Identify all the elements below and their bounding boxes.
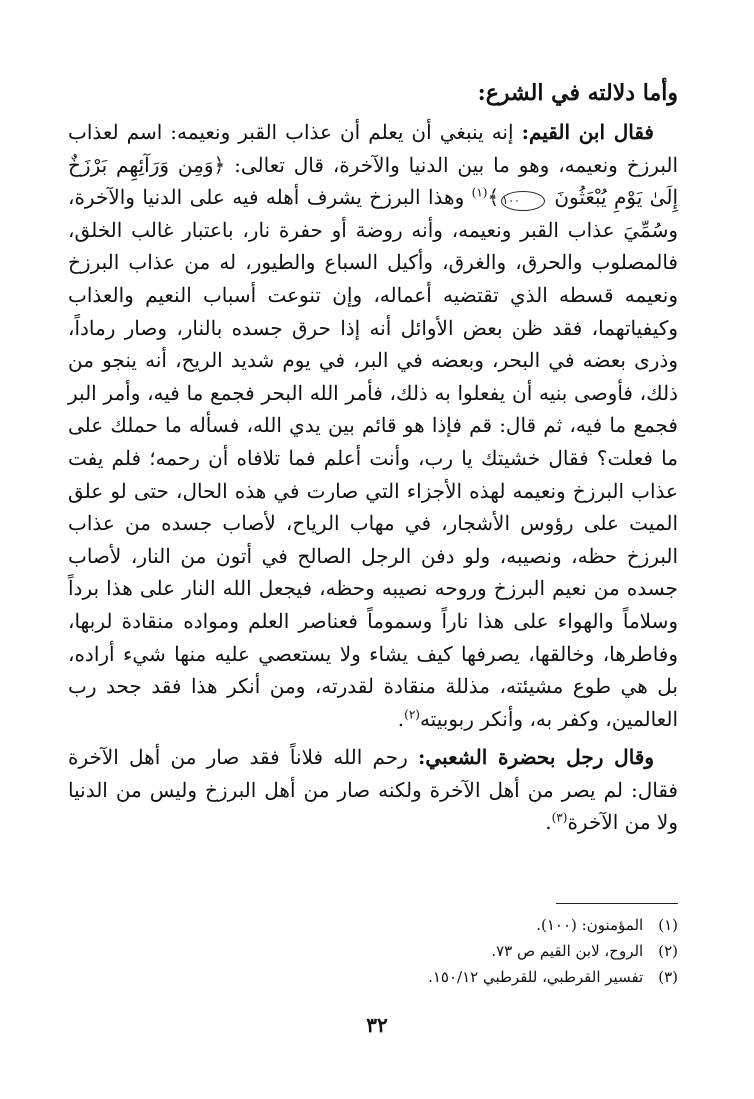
quran-text: ﴿وَمِن وَرَآئِهِم بَرْزَخٌ إِلَىٰ يَوْمِ يُبْعَثُونَ <box>68 152 678 210</box>
ayah-number-marker: ١٠٠ <box>501 191 545 211</box>
paragraph-shabi <box>68 741 678 839</box>
paragraph-end-punct: . <box>397 706 405 731</box>
paragraph-text: رحم الله فلاناً فقد صار من أهل الآخرة فقال: لم يصر من أهل الآخرة ولكنه صار من أهل البرزخ وليس من الدنيا ولا من الآخرة <box>68 745 678 835</box>
paragraph-text-continued: وهذا البرزخ يشرف أهله فيه على الدنيا والآخرة، وسُمِّيَ عذاب القبر ونعيمه، وأنه روضة أو حفرة نار، باعتبار غالب الخلق، فالمصلوب والحرق، والغرق، وأكيل السباع والطيور، له من عذاب البرزخ ونعيمه قسطه الذي تقتضيه أعماله، وإن تنوعت أسباب النعيم والعذاب وكيفياتهما، فقد ظن بعض الأوائل أنه إذا حرق جسده بالنار، وصار رماداً، وذرى بعضه في البحر، وبعضه في البر، في يوم شديد الريح، أنه ينجو من ذلك، فأوصى بنيه أن يفعلوا به ذلك، فأمر الله البحر فجمع ما فيه، وأمر البر فجمع ما فيه، ثم قال: قم فإذا هو قائم بين يدي الله، فسأله ما حملك على ما فعلت؟ فقال خشيتك يا رب، وأنت أعلم فما تلافاه أن رحمه؛ فلم يفت عذاب البرزخ ونعيمه لهذه الأجزاء التي صارت في هذه الحال، حتى لو علق الميت على رؤوس الأشجار، في مهاب الرياح، لأصاب جسده من عذاب البرزخ حظه، ونصيبه، ولو دفن الرجل الصالح في أتون من النار، لأصاب جسده من نعيم البرزخ وروحه نصيبه وحظه، فيجعل الله النار على هذا برداً وسلاماً والهواء على هذا ناراً وسموماً فعناصر العلم ومواده منقادة لربها، وفاطرها، وخالقها، يصرفها كيف يشاء ولا يستعصي عليه منها شيء أراده، بل هي طوع مشيئته، مذللة منقادة لقدرته، ومن أنكر هذا فقد جحد رب العالمين، وكفر به، وأنكر ربوبيته <box>68 185 678 731</box>
paragraph-text: إنه ينبغي أن يعلم أن عذاب القبر ونعيمه: اسم لعذاب البرزخ ونعيمه، وهو ما بين الدنيا والآخرة، قال تعالى: <box>68 120 679 177</box>
footnote-ref-2: (٢) <box>404 707 420 722</box>
paragraph-ibn-qayyim <box>68 116 678 735</box>
footnote-number: (١) <box>658 916 678 934</box>
footnote-item <box>78 912 678 938</box>
quran-close-bracket: ﴾ <box>487 185 500 210</box>
footnote-ref-3: (٣) <box>551 810 568 825</box>
section-heading: وأما دلالته في الشرع: <box>477 80 678 106</box>
footnote-divider <box>556 903 678 904</box>
paragraph-end-punct: . <box>545 810 552 835</box>
footnote-text: تفسير القرطبي، للقرطبي ١٥٠/١٢. <box>428 968 644 986</box>
footnote-number: (٣) <box>658 968 678 986</box>
page-number: ٣٢ <box>366 1013 388 1037</box>
paragraph-lead: وقال رجل بحضرة الشعبي: <box>418 745 655 770</box>
footnote-item <box>78 964 678 990</box>
footnote-ref-1: (١) <box>471 185 488 200</box>
main-text <box>68 68 678 839</box>
footnotes <box>78 912 678 990</box>
footnote-text: المؤمنون: (١٠٠). <box>536 916 644 934</box>
paragraph-lead: فقال ابن القيم: <box>521 120 654 144</box>
footnote-text: الروح، لابن القيم ص ٧٣. <box>491 942 644 960</box>
footnote-item <box>78 938 678 964</box>
footnote-number: (٢) <box>658 942 678 960</box>
